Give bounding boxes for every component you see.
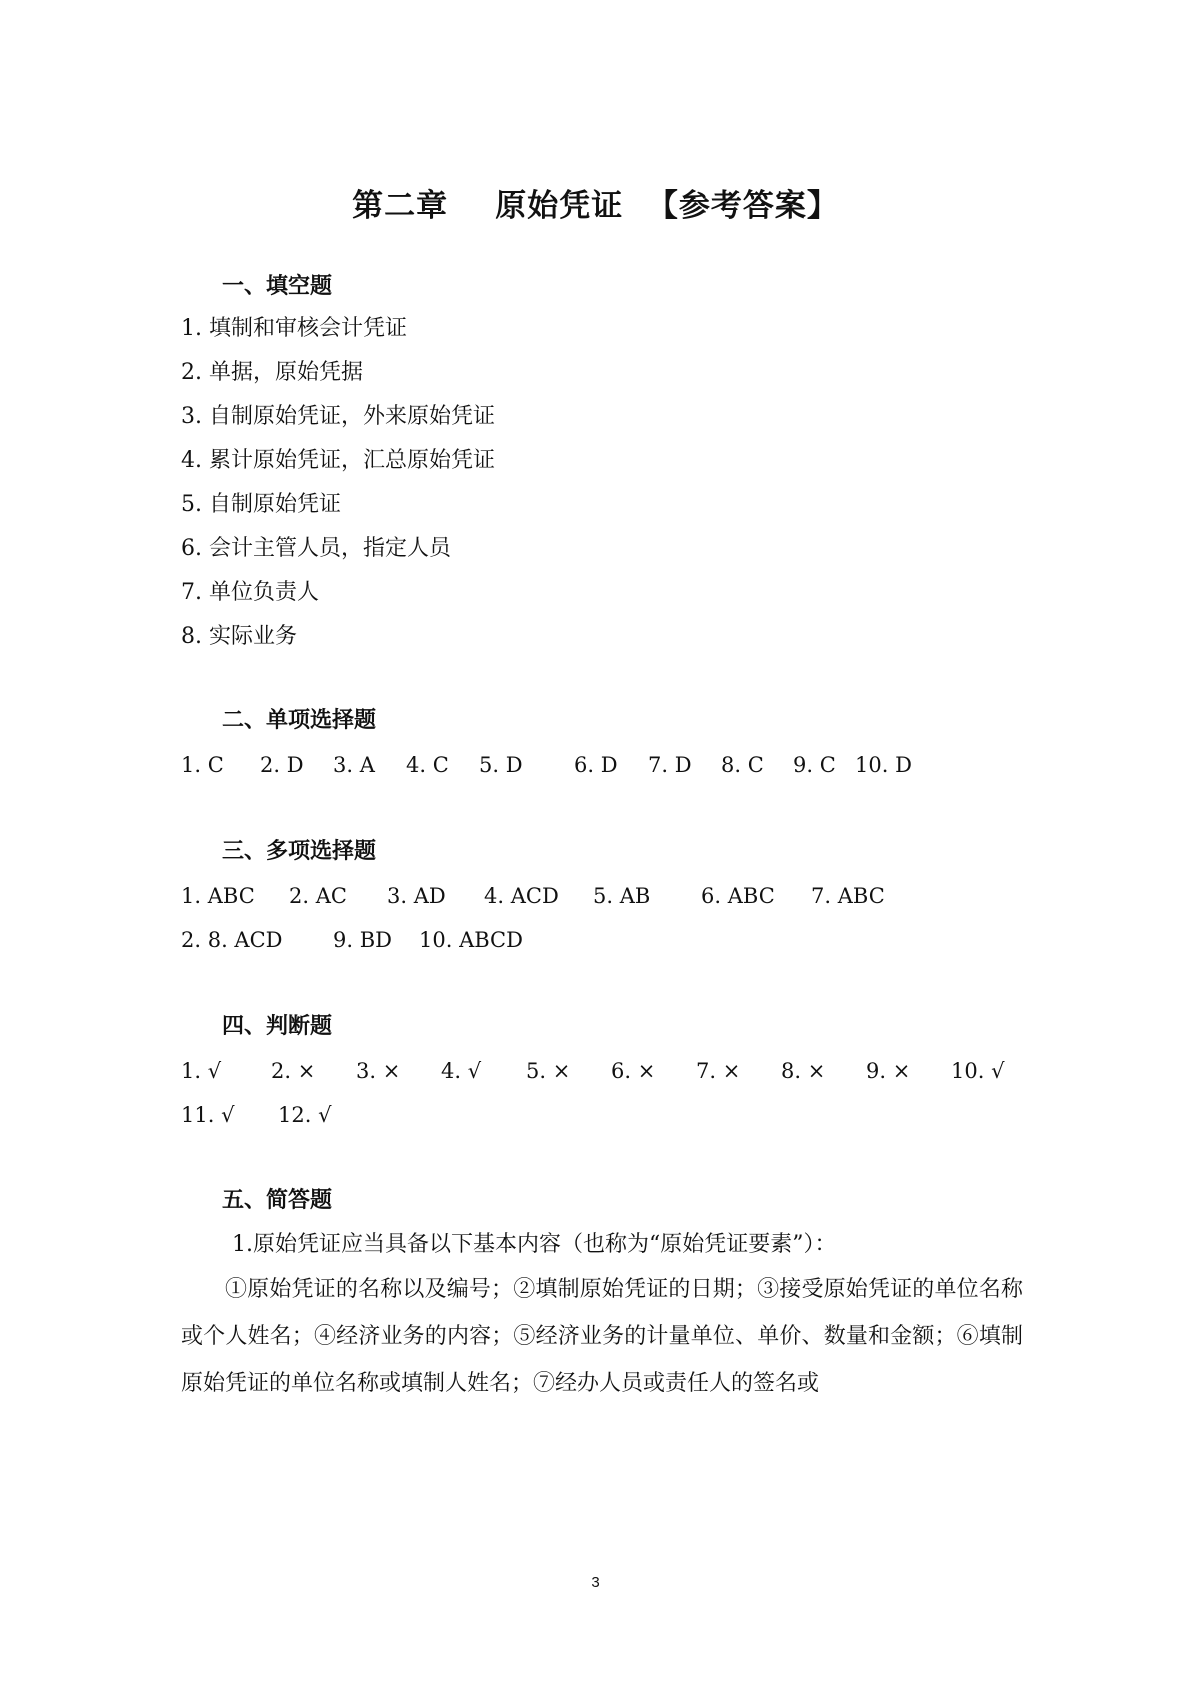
single-answer-8: 8. C xyxy=(721,753,764,777)
multiple-answer-6: 6. ABC xyxy=(701,884,775,908)
judge-answer-10: 10. √ xyxy=(951,1059,1005,1083)
judge-answer-12: 12. √ xyxy=(278,1103,332,1127)
judge-answer-2: 2. × xyxy=(271,1059,316,1083)
judge-answer-5: 5. × xyxy=(526,1059,571,1083)
judge-answer-6: 6. × xyxy=(611,1059,656,1083)
page-number: 3 xyxy=(591,1574,600,1591)
section-heading-short-answer: 五、简答题 xyxy=(222,1188,333,1213)
fill-answer-4: 4. 累计原始凭证，汇总原始凭证 xyxy=(181,448,495,473)
multiple-answer-3: 3. AD xyxy=(387,884,446,908)
judge-answer-4: 4. √ xyxy=(441,1059,482,1083)
multiple-answer-7: 7. ABC xyxy=(811,884,885,908)
judge-answer-11: 11. √ xyxy=(181,1103,235,1127)
fill-answer-3: 3. 自制原始凭证，外来原始凭证 xyxy=(181,404,495,429)
single-answer-9: 9. C xyxy=(793,753,836,777)
short-answer-body: ①原始凭证的名称以及编号；②填制原始凭证的日期；③接受原始凭证的单位名称或个人姓名；④经济业务的内容；⑤经济业务的计量单位、单价、数量和金额；⑥填制原始凭证的单位名称或填制人姓名；⑦经办人员或责任人的签名或 xyxy=(181,1277,1023,1396)
single-answer-6: 6. D xyxy=(574,753,618,777)
judge-answer-9: 9. × xyxy=(866,1059,911,1083)
judge-answer-3: 3. × xyxy=(356,1059,401,1083)
single-answer-2: 2. D xyxy=(260,753,304,777)
section-heading-multiple-choice: 三、多项选择题 xyxy=(222,839,377,864)
multiple-answer-1: 1. ABC xyxy=(181,884,255,908)
single-answer-7: 7. D xyxy=(648,753,692,777)
fill-answer-8: 8. 实际业务 xyxy=(181,624,297,649)
fill-answer-1: 1. 填制和审核会计凭证 xyxy=(181,316,407,341)
fill-answer-6: 6. 会计主管人员，指定人员 xyxy=(181,536,451,561)
single-answer-3: 3. A xyxy=(333,753,375,777)
multiple-answer-4: 4. ACD xyxy=(484,884,559,908)
judge-answer-1: 1. √ xyxy=(181,1059,222,1083)
fill-answer-7: 7. 单位负责人 xyxy=(181,580,319,605)
fill-answer-2: 2. 单据，原始凭据 xyxy=(181,360,363,385)
judge-answer-7: 7. × xyxy=(696,1059,741,1083)
single-answer-10: 10. D xyxy=(855,753,912,777)
multiple-answer-8: 2. 8. ACD xyxy=(181,928,283,952)
multiple-answer-2: 2. AC xyxy=(289,884,347,908)
section-heading-fill-blank: 一、填空题 xyxy=(222,274,333,299)
multiple-answer-9: 9. BD xyxy=(333,928,392,952)
short-answer-intro: 1.原始凭证应当具备以下基本内容（也称为“原始凭证要素”）： xyxy=(232,1232,837,1257)
single-answer-5: 5. D xyxy=(479,753,523,777)
page-title: 第二章 原始凭证 【参考答案】 xyxy=(352,188,839,224)
multiple-answer-10: 10. ABCD xyxy=(419,928,523,952)
single-answer-1: 1. C xyxy=(181,753,224,777)
section-heading-single-choice: 二、单项选择题 xyxy=(222,708,377,733)
single-answer-4: 4. C xyxy=(406,753,449,777)
section-heading-true-false: 四、判断题 xyxy=(222,1014,333,1039)
fill-answer-5: 5. 自制原始凭证 xyxy=(181,492,341,517)
judge-answer-8: 8. × xyxy=(781,1059,826,1083)
multiple-answer-5: 5. AB xyxy=(593,884,651,908)
